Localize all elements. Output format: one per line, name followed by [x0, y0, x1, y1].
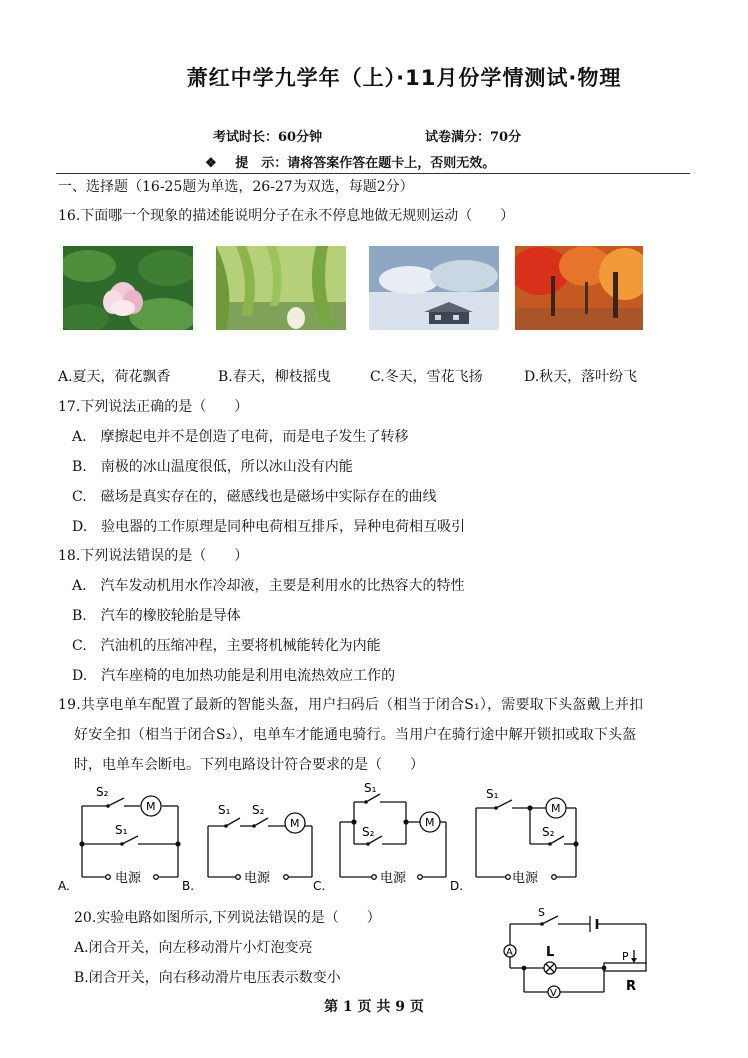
q17-option-d: D. 验电器的工作原理是同种电荷相互排斥，异种电荷相互吸引 [72, 519, 466, 535]
q16-stem: 16.下面哪一个现象的描述能说明分子在永不停息地做无规则运动（ ） [58, 208, 515, 224]
q19-line1: 19.共享电单车配置了最新的智能头盔，用户扫码后（相当于闭合S₁），需要取下头盔戴上并扣 [58, 697, 644, 713]
circuit-a [56, 782, 186, 896]
autumn-photo [515, 246, 643, 330]
resistor-label: R [626, 979, 637, 994]
switch-label: S [538, 906, 545, 919]
s1-label: S₁ [364, 781, 377, 795]
snow-photo [369, 246, 499, 330]
lotus-photo [63, 246, 193, 330]
source-label: 电源 [115, 871, 142, 886]
source-label: 电源 [380, 871, 407, 886]
circuit-d [450, 782, 585, 896]
q17-stem: 17.下列说法正确的是（ ） [58, 399, 249, 415]
q16-option-c: C.冬天，雪花飞扬 [370, 369, 483, 385]
q20-circuit [494, 902, 664, 1002]
q17-option-c: C. 磁场是真实存在的，磁感线也是磁场中实际存在的曲线 [72, 489, 437, 505]
page-number: 第 1 页 共 9 页 [324, 999, 424, 1015]
q18-option-a: A. 汽车发动机用水作冷却液，主要是利用水的比热容大的特性 [72, 578, 465, 594]
motor-label: M [425, 816, 435, 829]
q16-option-a: A.夏天，荷花飘香 [58, 369, 171, 385]
s2-label: S₂ [362, 825, 375, 839]
q20-stem: 20.实验电路如图所示,下列说法错误的是（ ） [74, 910, 381, 926]
lamp-label: L [546, 945, 555, 960]
s1-label: S₁ [486, 787, 499, 801]
circuit-b [182, 782, 317, 896]
q16-option-b: B.春天，柳枝摇曳 [218, 369, 331, 385]
s1-label: S₁ [115, 823, 128, 837]
source-label: 电源 [512, 871, 539, 886]
willow-photo [216, 246, 346, 330]
q17-option-a: A. 摩擦起电并不是创造了电荷，而是电子发生了转移 [72, 429, 409, 445]
ammeter-label: A [506, 947, 513, 958]
circuit-label-b: B. [182, 879, 195, 892]
time-limit: 考试时长：60分钟 [213, 130, 323, 145]
s2-label: S₂ [252, 803, 265, 817]
s1-label: S₁ [218, 803, 231, 817]
motor-label: M [290, 817, 300, 830]
q18-option-c: C. 汽油机的压缩冲程，主要将机械能转化为内能 [72, 638, 381, 654]
diamond-bullet-icon: ❖ [205, 156, 217, 171]
q20-option-a: A.闭合开关，向左移动滑片小灯泡变亮 [74, 940, 313, 956]
circuit-label-c: C. [313, 879, 326, 892]
hint-text: 提 示：请将答案作答在题卡上，否则无效。 [235, 156, 496, 171]
q19-line2: 好安全扣（相当于闭合S₂），电单车才能通电骑行。当用户在骑行途中解开锁扣或取下头盔 [74, 727, 637, 743]
q16-option-d: D.秋天，落叶纷飞 [524, 369, 638, 385]
q18-option-d: D. 汽车座椅的电加热功能是利用电流热效应工作的 [72, 668, 396, 684]
s2-label: S₂ [96, 785, 109, 799]
hint-line [205, 152, 495, 171]
s2-label: S₂ [542, 825, 555, 839]
q19-line3: 时，电单车会断电。下列电路设计符合要求的是（ ） [74, 757, 424, 773]
q18-stem: 18.下列说法错误的是（ ） [58, 548, 249, 564]
full-score: 试卷满分：70分 [425, 130, 522, 145]
source-label: 电源 [244, 871, 271, 886]
header-divider [56, 173, 690, 174]
slider-label: P [622, 950, 629, 963]
voltmeter-label: V [550, 988, 557, 998]
q17-option-b: B. 南极的冰山温度很低，所以冰山没有内能 [72, 459, 353, 475]
q20-option-b: B.闭合开关，向右移动滑片电压表示数变小 [74, 970, 341, 986]
motor-label: M [551, 802, 561, 815]
circuit-label-d: D. [450, 879, 464, 892]
circuit-label-a: A. [58, 879, 70, 892]
motor-label: M [146, 800, 156, 813]
page-title: 萧红中学九学年（上）·11月份学情测试·物理 [186, 66, 622, 90]
q18-option-b: B. 汽车的橡胶轮胎是导体 [72, 608, 241, 624]
circuit-c [312, 778, 452, 896]
section-heading: 一、选择题（16-25题为单选，26-27为双选，每题2分） [58, 179, 414, 195]
